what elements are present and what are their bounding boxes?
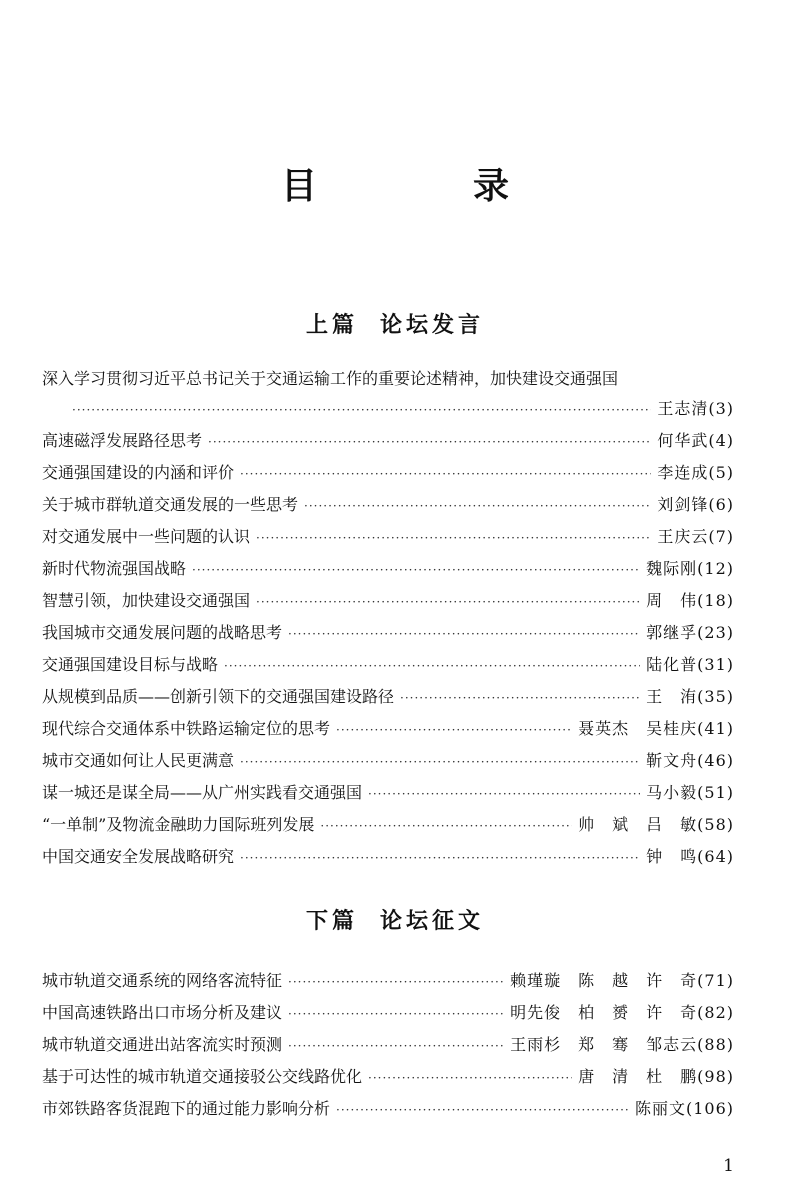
toc-entry-title: “一单制”及物流金融助力国际班列发展 [42, 815, 315, 834]
leader-dots [240, 755, 640, 769]
toc-entry [42, 588, 734, 612]
toc-entry-author: 帅 斌 吕 敏(58) [578, 815, 734, 834]
toc-entry-author: 刘剑锋(6) [657, 495, 734, 514]
toc-entry-title: 关于城市群轨道交通发展的一些思考 [42, 495, 299, 514]
toc-entry-title: 城市轨道交通系统的网络客流特征 [42, 971, 283, 990]
toc-entry-title: 城市交通如何让人民更满意 [42, 751, 235, 770]
toc-entry-author: 何华武(4) [657, 431, 734, 450]
toc-entry-title: 基于可达性的城市轨道交通接驳公交线路优化 [42, 1067, 363, 1086]
leader-dots [288, 1039, 504, 1053]
leader-dots [320, 819, 572, 833]
toc-entry-author: 王志清(3) [657, 399, 734, 418]
toc-entry [42, 812, 734, 836]
toc-entry-title: 新时代物流强国战略 [42, 559, 187, 578]
toc-entry-author: 钟 鸣(64) [646, 847, 734, 866]
toc-entry-author: 王庆云(7) [657, 527, 734, 546]
page-number: 1 [723, 1156, 734, 1176]
toc-entry-title: 我国城市交通发展问题的战略思考 [42, 623, 283, 642]
toc-entry [42, 780, 734, 804]
toc-entry [42, 968, 734, 992]
toc-entry-title: 交通强国建设的内涵和评价 [42, 463, 235, 482]
toc-entry-author: 李连成(5) [657, 463, 734, 482]
leader-dots [208, 435, 651, 449]
toc-entry-title: 中国交通安全发展战略研究 [42, 847, 235, 866]
leader-dots [240, 467, 651, 481]
toc-entry-author: 魏际刚(12) [646, 559, 734, 578]
toc-entry [42, 524, 734, 548]
leader-dots [368, 787, 640, 801]
toc-entry-author: 靳文舟(46) [646, 751, 734, 770]
toc-entry [42, 620, 734, 644]
section-title: 论坛征文 [380, 909, 485, 934]
leader-dots [336, 723, 572, 737]
toc-entry [42, 716, 734, 740]
leader-dots [368, 1071, 572, 1085]
toc-entry-title: 深入学习贯彻习近平总书记关于交通运输工作的重要论述精神，加快建设交通强国 [42, 369, 619, 388]
toc-entry-author: 聂英杰 吴桂庆(41) [578, 719, 734, 738]
toc-entry-author: 王雨杉 郑 骞 邹志云(88) [510, 1035, 734, 1054]
leader-dots [400, 691, 640, 705]
toc-entry-author: 明先俊 柏 赟 许 奇(82) [510, 1003, 734, 1022]
toc-entry-title: 高速磁浮发展路径思考 [42, 431, 203, 450]
leader-dots [288, 975, 504, 989]
toc-entry [42, 428, 734, 452]
toc-entry [42, 652, 734, 676]
toc-entry [42, 1000, 734, 1024]
toc-entry [42, 460, 734, 484]
toc-entry-title: 对交通发展中一些问题的认识 [42, 527, 251, 546]
section-heading-part1 [0, 308, 790, 339]
toc-entry-author: 马小毅(51) [646, 783, 734, 802]
leader-dots [336, 1103, 629, 1117]
toc-entry [42, 684, 734, 708]
toc-entry-title: 城市轨道交通进出站客流实时预测 [42, 1035, 283, 1054]
toc-entry-title: 智慧引领，加快建设交通强国 [42, 591, 251, 610]
toc-entry-author: 陈丽文(106) [634, 1099, 734, 1118]
leader-dots [304, 499, 651, 513]
leader-dots [288, 627, 640, 641]
page-title: 目 录 [280, 166, 569, 207]
leader-dots [256, 595, 640, 609]
toc-entry-author: 赖瑾璇 陈 越 许 奇(71) [510, 971, 734, 990]
toc-entry [42, 1032, 734, 1056]
toc-entry [42, 1064, 734, 1088]
leader-dots [256, 531, 651, 545]
toc-entry-author: 王 洧(35) [646, 687, 734, 706]
section-label: 上篇 [305, 313, 358, 338]
leader-dots [192, 563, 640, 577]
toc-entry [42, 748, 734, 772]
leader-dots [240, 851, 640, 865]
toc-entry-title: 交通强国建设目标与战略 [42, 655, 219, 674]
toc-entry-title: 谋一城还是谋全局——从广州实践看交通强国 [42, 783, 363, 802]
leader-dots [72, 403, 651, 417]
toc-entry-author: 周 伟(18) [646, 591, 734, 610]
toc-entry [42, 844, 734, 868]
toc-entry-title: 中国高速铁路出口市场分析及建议 [42, 1003, 283, 1022]
leader-dots [224, 659, 640, 673]
toc-entry [42, 492, 734, 516]
toc-entry-author: 郭继孚(23) [646, 623, 734, 642]
section-label: 下篇 [305, 909, 358, 934]
toc-entry-title: 从规模到品质——创新引领下的交通强国建设路径 [42, 687, 395, 706]
section-title: 论坛发言 [380, 313, 485, 338]
leader-dots [288, 1007, 504, 1021]
toc-entry-title: 现代综合交通体系中铁路运输定位的思考 [42, 719, 331, 738]
toc-entry [42, 1096, 734, 1120]
toc-entry [42, 556, 734, 580]
toc-entry-author: 陆化普(31) [646, 655, 734, 674]
toc-entry-author: 唐 清 杜 鹏(98) [578, 1067, 734, 1086]
section-heading-part2 [0, 904, 790, 935]
toc-entry-title: 市郊铁路客货混跑下的通过能力影响分析 [42, 1099, 331, 1118]
toc-entry [66, 396, 734, 420]
